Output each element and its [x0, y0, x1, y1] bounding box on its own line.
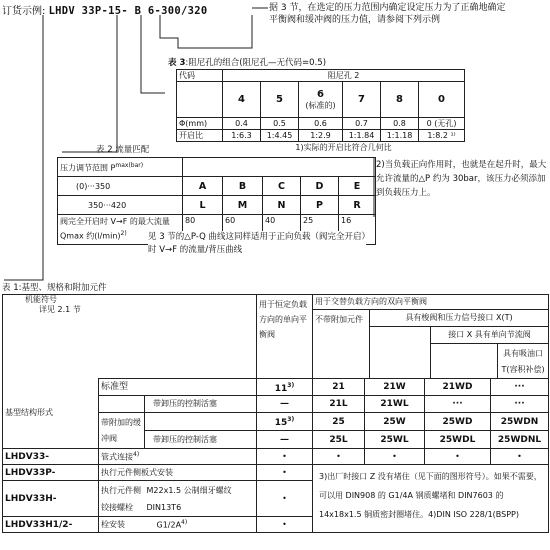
table2-range-1: (0)···350	[58, 177, 183, 196]
table2-code-c: C	[263, 177, 301, 196]
table1-r4-spec-cell	[145, 517, 257, 533]
table1-std-unload-value: ···	[491, 396, 549, 413]
order-example-code: LHDV 33P-15- B 6-300/320	[48, 5, 208, 17]
table1-buffer-label: 带附加的缓冲阀	[99, 413, 145, 449]
table3-ratio-value: 1:6.3	[223, 130, 261, 142]
table1-caption: 表 1:基型、规格和附加元件	[2, 283, 107, 293]
table3-group-header: 阻尼孔 2	[223, 70, 465, 82]
table1-r4-spec: G1/2A	[156, 520, 182, 530]
table1-r1-code: LHDV33-	[3, 449, 99, 465]
connector-line-base	[16, 15, 43, 280]
table2-code-n: N	[263, 196, 301, 215]
table3-code-6-cell	[299, 82, 343, 118]
table3-code-6: 6	[317, 88, 324, 100]
table2-note-divider	[373, 157, 375, 217]
table1-col-x-blank	[431, 344, 498, 379]
table1-note: 3)出厂时接口 Z 没有堵住（见下面的图形符号）。如果不需要，可以用 DIN908 的 G1/4A 钢质螺堵和 DIN7603 的 14x18x1.5 铜质密封圈堵住。4)DIN ISO 228/1(BSPP)	[313, 465, 549, 533]
table2-range-label: 压力调节范围 P	[60, 163, 116, 173]
table1-col-valve-blank	[370, 327, 431, 379]
table1-std-sup: 3)	[287, 381, 295, 389]
table2-code-a: A	[183, 177, 223, 196]
table3-code-8: 8	[381, 82, 419, 118]
table1-col-alt-sub	[313, 310, 548, 378]
table1-std-11: 11	[274, 383, 288, 394]
table1-r2-code: LHDV33P-	[3, 465, 99, 481]
table1-buf-unload-value: 25WDNL	[491, 431, 549, 449]
table2-code-l: L	[183, 196, 223, 215]
connector-line-pressure	[160, 15, 252, 48]
table1-buf-unload-value: 25WDL	[425, 431, 491, 449]
table1-col-with-valve: 具有梭阀和压力信号接口 X(T)	[370, 310, 548, 327]
table3-phi-value: 0.8	[381, 118, 419, 130]
table1-col-valve-sub	[370, 327, 548, 379]
table1-buf-unload-value: 25WL	[365, 431, 425, 449]
table2-code-e: E	[339, 177, 376, 196]
table1-r3-code: LHDV33H-	[3, 481, 99, 517]
table3-phi-value: 0.7	[343, 118, 381, 130]
table3-caption-text: :阻尼孔的组合(阻尼孔—无代码=0.5)	[185, 58, 327, 68]
table2-code-b: B	[223, 177, 263, 196]
table3-caption	[168, 56, 326, 68]
table1-std-label: 标准型	[99, 379, 257, 396]
table3-phi-value: 0 (无孔)	[419, 118, 465, 130]
table1-buffer-blank	[145, 413, 257, 431]
table2-flow-value: 40	[263, 215, 301, 245]
table3-caption-bold: 表 3	[168, 58, 186, 68]
note-3: 据 3 节，在选定的压力范围内确定设定压力为了正确地确定平衡阀和缓冲阀的压力值，请参阅下列示例	[269, 3, 506, 25]
table3-phi-value: 0.5	[261, 118, 299, 130]
table3-code-blank	[177, 82, 223, 118]
order-example-label: 订货示例:	[2, 6, 46, 17]
table1-r1-mark: •	[491, 449, 549, 465]
table1-std-value: 21W	[365, 379, 425, 396]
table1-col-no-attach: 不带附加元件	[313, 310, 370, 378]
table3-ratio-value: 1:2.9	[299, 130, 343, 142]
table2-code-m: M	[223, 196, 263, 215]
table1-col-x-group	[431, 327, 548, 379]
table1-r4-code: LHDV33H1/2-	[3, 517, 99, 533]
table1-col-suction: 具有吸油口 T(容积补偿)	[501, 349, 545, 374]
table3	[176, 69, 465, 154]
table2-note: 2)当负载正向作用时，也就是在起升时，最大允许流量的△P 约为 30bar，该压力必须添加到负载压力上。	[376, 160, 547, 198]
table1-col-alt: 用于交替负载方向的双向平衡阀	[313, 295, 548, 310]
table1-r1-mark: •	[257, 449, 313, 465]
table3-code-4: 4	[223, 82, 261, 118]
table1-base-type-label: 基型结构形式	[3, 379, 99, 449]
table1-buf-sup: 3)	[287, 416, 295, 423]
table1-std-unload-value: 21WL	[365, 396, 425, 413]
table2-code-p: P	[301, 196, 339, 215]
table1-buf-15: 15	[274, 418, 288, 428]
table2-header-blank	[183, 158, 376, 177]
table1-std-unload-label: 带卸压的控制活塞	[145, 396, 257, 413]
table3-code-0: 0	[419, 82, 465, 118]
table3-code-header: 代码	[177, 70, 223, 82]
table1-r4-text: 栓安装	[99, 517, 145, 533]
table1-r2-mark: •	[257, 465, 313, 481]
table1-r4-mark: •	[257, 517, 313, 533]
table1-col-alt-cell	[313, 295, 549, 379]
table1-buf-unload-value: 25L	[313, 431, 365, 449]
table1-buf-value: 25WDN	[491, 413, 549, 431]
table1-col-x-sub	[431, 344, 548, 379]
connector-line-series	[62, 15, 117, 152]
table2-range-sub: max(bar)	[115, 162, 144, 170]
table3-ratio-label: 开启比	[177, 130, 223, 142]
table1-col-valve-group	[370, 310, 548, 378]
table1	[2, 294, 549, 533]
table1-std-unload-value: —	[257, 396, 313, 413]
table2-flow-value: 25	[301, 215, 339, 245]
table1-std-unload-value: ···	[425, 396, 491, 413]
table1-r1-text-cell	[99, 449, 257, 465]
table1-std-blank	[99, 396, 145, 413]
table3-phi-value: 0.4	[223, 118, 261, 130]
table1-r1-mark: •	[425, 449, 491, 465]
table3-code-7: 7	[343, 82, 381, 118]
table1-r3-text: 执行元件侧铰接螺栓	[99, 481, 145, 517]
table1-std-11-cell	[257, 379, 313, 396]
table1-std-value: ···	[491, 379, 549, 396]
table3-code-6-sub: (标准的)	[305, 100, 336, 110]
table1-buf-value: 25WD	[425, 413, 491, 431]
table2-flow-label: 阀完全开启时 V→F 的最大流量 Qmax 约(l/min)	[60, 217, 170, 241]
table1-buf-unload-label: 带卸压的控制活塞	[145, 431, 257, 449]
table3-ratio-value: 1:1.18	[381, 130, 419, 142]
table3-ratio-value: 1:8.2 ¹⁾	[419, 130, 465, 142]
table3-footnote-spacer	[177, 142, 223, 154]
table1-buf-15-cell	[257, 413, 313, 431]
table1-col-x-throttle: 接口 X 具有单向节流阀	[431, 327, 548, 344]
table1-see-label: 详见 2.1 节	[39, 305, 81, 314]
table3-phi-value: 0.6	[299, 118, 343, 130]
table1-r1-text: 管式连接	[101, 452, 133, 462]
table1-buf-value: 25	[313, 413, 365, 431]
table1-std-unload-value: 21L	[313, 396, 365, 413]
table1-r4-sup: 4)	[181, 519, 188, 527]
table2-footnote: 见 3 节的△P-Q 曲线这同样适用于正向负载（阀完全开启）时 V→F 的流量/背压曲线	[148, 232, 366, 255]
table2-range-2: 350···420	[58, 196, 183, 215]
table1-std-value: 21WD	[425, 379, 491, 396]
table1-std-value: 21	[313, 379, 365, 396]
table2-flow-value: 60	[223, 215, 263, 245]
table2-code-r: R	[339, 196, 376, 215]
table1-r3-mark: •	[257, 481, 313, 517]
table3-ratio-value: 1:4.45	[261, 130, 299, 142]
table1-r3-spec: M22x1.5 公制细牙螺纹 DIN13T6	[145, 481, 257, 517]
table1-r1-mark: •	[365, 449, 425, 465]
table3-phi-label: Φ(mm)	[177, 118, 223, 130]
table2-flow-value: 16	[339, 215, 376, 245]
table1-col-single: 用于恒定负载方向的单向平衡阀	[257, 295, 313, 379]
table3-ratio-value: 1:1.84	[343, 130, 381, 142]
table1-machine-cell	[3, 295, 257, 379]
table1-buf-value: 25W	[365, 413, 425, 431]
table3-footnote: 1)实际的开启比符合几何比	[295, 143, 392, 153]
table2-flow-value: 80	[183, 215, 223, 245]
table2-code-d: D	[301, 177, 339, 196]
table1-r1-mark: •	[313, 449, 365, 465]
table2-flow-sup: 2)	[120, 230, 127, 238]
table1-r1-sup: 4)	[133, 451, 140, 459]
connector-line-damping	[141, 15, 165, 93]
table2-range-label-cell	[58, 158, 183, 177]
table1-buf-unload-value: —	[257, 431, 313, 449]
table1-machine-label: 机能符号	[25, 295, 57, 304]
table3-code-5: 5	[261, 82, 299, 118]
table1-r2-text: 执行元件侧板式安装	[99, 465, 257, 481]
table2-caption: 表 2 流量匹配	[96, 145, 150, 155]
